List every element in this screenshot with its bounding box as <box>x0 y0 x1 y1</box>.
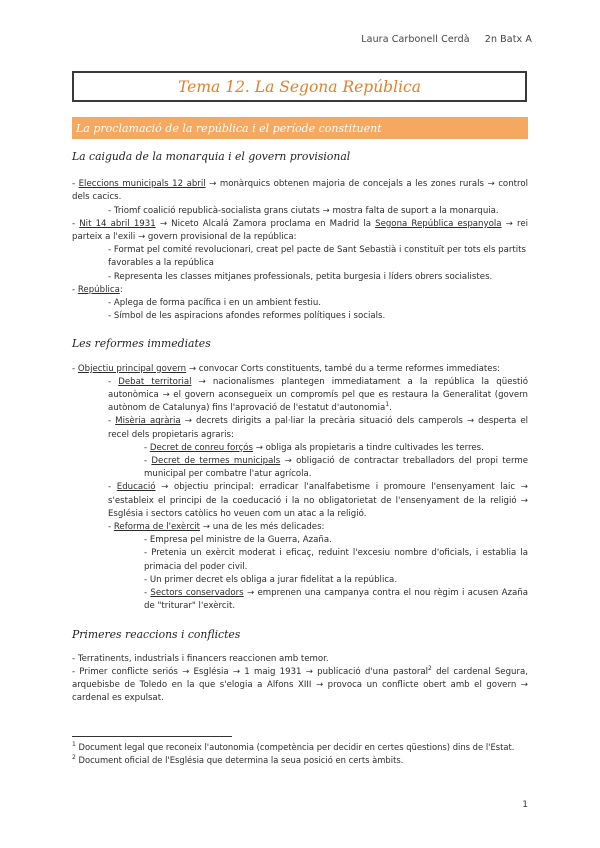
paragraph: - Reforma de l'exèrcit → una de les més delicades: <box>108 522 325 533</box>
section-heading: La proclamació de la república i el període constituent <box>72 117 528 139</box>
paragraph: - Representa les classes mitjanes professionals, petita burgesia i líders obrers socialistes. <box>108 271 493 282</box>
paragraph: - Sectors conservadors → emprenen una campanya contra el nou règim i acusen Azaña de "triturar" l'exèrcit. <box>144 588 528 612</box>
paragraph: - Decret de termes municipals → obligació de contractar treballadors del propi terme municipal per combatre l'atur agrícola. <box>144 456 528 480</box>
page-number: 1 <box>522 800 528 810</box>
document-title: Tema 12. La Segona República <box>72 71 527 102</box>
paragraph: - Pretenia un exèrcit moderat i eficaç, reduint l'excesiu nombre d'oficials, i establia la primacia del poder civil. <box>144 548 528 572</box>
paragraph: - Símbol de les aspiracions afondes reformes polítiques i socials. <box>108 311 386 322</box>
subheading-reaccions: Primeres reaccions i conflictes <box>72 627 241 641</box>
course-label: 2n Batx A <box>484 34 532 45</box>
paragraph: - Eleccions municipals 12 abril → monàrquics obtenen majoria de concejals a les zones rurals → control dels cacics. <box>72 179 528 203</box>
paragraph: - Terratinents, industrials i financers reaccionen amb temor. <box>72 653 329 664</box>
document-body <box>72 150 528 706</box>
paragraph: - Misèria agrària → decrets dirigits a pal·liar la precària situació dels camperols → desperta el recel dels propietaris agraris: <box>108 416 528 440</box>
paragraph: - Aplega de forma pacífica i en un ambient festiu. <box>108 298 322 309</box>
paragraph: - Debat territorial → nacionalismes plantegen immediatament a la república la qüestió autonòmica → el govern aconsegueix un compromís pel que es restaura la Generalitat (govern autònom de Catalunya) fins l'aprovació de l'estatut d'autonomia$^1$. <box>108 376 528 414</box>
paragraph: - Objectiu principal govern → convocar Corts constituents, també du a terme reformes immediates: <box>72 363 500 374</box>
subheading-reformes: Les reformes immediates <box>72 337 211 351</box>
paragraph: - Decret de conreu forçós → obliga als propietaris a tindre cultivades les terres. <box>144 442 484 453</box>
footnote-1: $^1$ Document legal que reconeix l'autonomia (competència per decidir en certes qüestions) dins de l'Estat. <box>72 741 515 752</box>
footnote-divider <box>72 736 232 737</box>
paragraph: - Primer conflicte seriós → Església → 1 maig 1931 → publicació d'una pastoral$^2$ del cardenal Segura, arquebisbe de Toledo en la que s'elogia a Alfons XIII → provoca un conflicte obert amb el govern → cardenal es expulsat. <box>72 665 528 704</box>
paragraph: - Format pel comité revolucionari, creat pel pacte de Sant Sebastià i constituït per tots els partits favorables a la república <box>108 245 527 269</box>
paragraph: - República: <box>72 284 123 295</box>
footnote-2: $^2$ Document oficial de l'Església que determina la seua posició en certs àmbits. <box>72 753 404 765</box>
paragraph: - Empresa pel ministre de la Guerra, Azaña. <box>144 535 332 546</box>
paragraph: - Triomf coalició republicà-socialista grans ciutats → mostra falta de suport a la monarquia. <box>108 205 499 216</box>
subheading-caiguda: La caiguda de la monarquia i el govern provisional <box>72 150 351 163</box>
paragraph: - Nit 14 abril 1931 → Niceto Alcalá Zamora proclama en Madrid la Segona República espanyola → rei parteix a l'exili → govern provisional de la república: <box>72 218 529 243</box>
footnotes <box>72 736 528 766</box>
paragraph: - Educació → objectiu principal: erradicar l'analfabetisme i promoure l'ensenyament laic → s'estableix el principi de la coeducació i la no obligatorietat de l'ensenyament de la religió → Església i sectors catòlics ho veuen com un atac a la religió. <box>108 482 528 519</box>
paragraph: - Un primer decret els obliga a jurar fidelitat a la república. <box>144 574 398 585</box>
author-name: Laura Carbonell Cerdà <box>361 34 470 45</box>
page-header <box>349 34 532 45</box>
